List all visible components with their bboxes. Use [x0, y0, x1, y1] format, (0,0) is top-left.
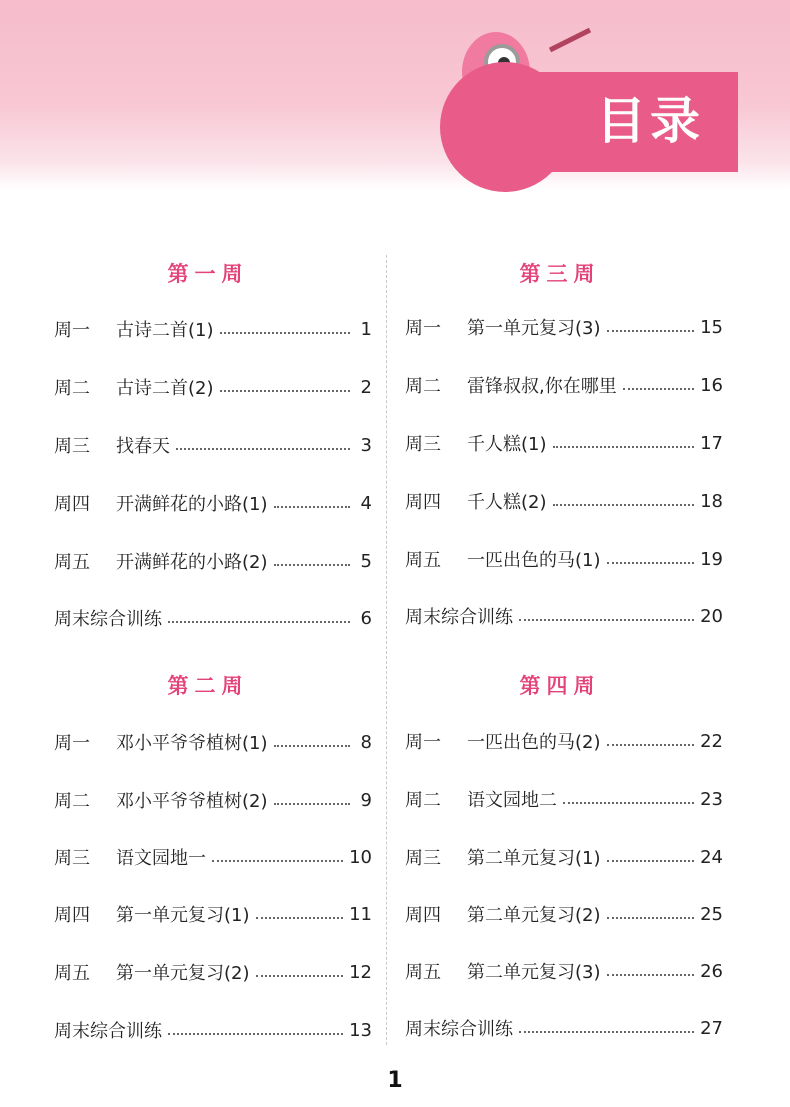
toc-lesson: 周末综合训练	[405, 1019, 513, 1040]
toc-lesson: 千人糕(1)	[467, 434, 547, 455]
toc-lesson: 第二单元复习(3)	[467, 962, 601, 983]
toc-lesson: 古诗二首(1)	[116, 320, 214, 341]
toc-entry[interactable]	[405, 899, 723, 929]
leader-dots	[607, 562, 695, 564]
toc-entry[interactable]	[405, 784, 723, 814]
toc-lesson: 古诗二首(2)	[116, 378, 214, 399]
toc-page: 3	[360, 434, 372, 456]
week-title: 第三周	[519, 262, 601, 286]
toc-page: 10	[349, 846, 372, 868]
toc-lesson: 周末综合训练	[54, 609, 162, 630]
toc-entry[interactable]	[54, 727, 372, 757]
toc-entry[interactable]	[54, 899, 372, 929]
toc-day: 周五	[54, 552, 90, 573]
toc-lesson: 第二单元复习(2)	[467, 905, 601, 926]
toc-day: 周四	[405, 492, 441, 513]
toc-day: 周三	[54, 848, 90, 869]
leader-dots	[623, 388, 694, 390]
toc-day: 周三	[405, 434, 441, 455]
toc-day: 周五	[405, 550, 441, 571]
leader-dots	[607, 330, 695, 332]
leader-dots	[553, 504, 695, 506]
toc-entry[interactable]	[54, 430, 372, 460]
toc-lesson: 一匹出色的马(2)	[467, 732, 601, 753]
toc-entry[interactable]	[54, 1015, 372, 1045]
week-title: 第一周	[167, 262, 249, 286]
toc-entry[interactable]	[405, 842, 723, 872]
toc-lesson: 第一单元复习(1)	[116, 905, 250, 926]
toc-day: 周三	[54, 436, 90, 457]
toc-page: 16	[700, 374, 723, 396]
toc-day: 周四	[405, 905, 441, 926]
leader-dots	[274, 745, 351, 747]
toc-entry[interactable]	[405, 370, 723, 400]
leader-dots	[212, 860, 343, 862]
week-title: 第四周	[519, 674, 601, 698]
toc-day: 周四	[54, 905, 90, 926]
toc-page: 6	[360, 607, 372, 629]
leader-dots	[220, 390, 351, 392]
toc-page: 25	[700, 903, 723, 925]
toc-entry[interactable]	[54, 603, 372, 633]
leader-dots	[563, 802, 694, 804]
toc-lesson: 一匹出色的马(1)	[467, 550, 601, 571]
toc-lesson: 第一单元复习(3)	[467, 318, 601, 339]
toc-page: 24	[700, 846, 723, 868]
toc-day: 周四	[54, 494, 90, 515]
leader-dots	[256, 975, 344, 977]
toc-day: 周五	[405, 962, 441, 983]
toc-entry[interactable]	[405, 601, 723, 631]
toc-page: 12	[349, 961, 372, 983]
toc-entry[interactable]	[405, 428, 723, 458]
toc-day: 周一	[405, 318, 441, 339]
leader-dots	[256, 917, 344, 919]
toc-entry[interactable]	[54, 785, 372, 815]
leader-dots	[274, 506, 351, 508]
toc-entry[interactable]	[54, 488, 372, 518]
toc-page: 26	[700, 960, 723, 982]
toc-entry[interactable]	[54, 546, 372, 576]
leader-dots	[519, 1031, 694, 1033]
toc-page: 18	[700, 490, 723, 512]
toc-lesson: 邓小平爷爷植树(2)	[116, 791, 268, 812]
toc-page: 5	[360, 550, 372, 572]
toc-lesson: 雷锋叔叔,你在哪里	[467, 376, 617, 397]
page-number: 1	[387, 1068, 403, 1093]
leader-dots	[553, 446, 695, 448]
toc-lesson: 语文园地二	[467, 790, 557, 811]
toc-entry[interactable]	[405, 1013, 723, 1043]
leader-dots	[519, 619, 694, 621]
toc-page: 27	[700, 1017, 723, 1039]
toc-lesson: 邓小平爷爷植树(1)	[116, 733, 268, 754]
toc-page: 20	[700, 605, 723, 627]
column-divider	[386, 255, 387, 1045]
toc-entry[interactable]	[405, 544, 723, 574]
toc-day: 周一	[54, 320, 90, 341]
toc-page: 13	[349, 1019, 372, 1041]
leader-dots	[220, 332, 351, 334]
toc-day: 周一	[54, 733, 90, 754]
toc-page: 2	[360, 376, 372, 398]
toc-lesson: 第一单元复习(2)	[116, 963, 250, 984]
toc-page: 15	[700, 316, 723, 338]
leader-dots	[274, 803, 351, 805]
toc-page: 8	[360, 731, 372, 753]
toc-lesson: 开满鲜花的小路(2)	[116, 552, 268, 573]
leader-dots	[607, 860, 695, 862]
toc-page: 11	[349, 903, 372, 925]
toc-entry[interactable]	[54, 842, 372, 872]
toc-page: 23	[700, 788, 723, 810]
toc-lesson: 周末综合训练	[54, 1021, 162, 1042]
toc-page: 1	[360, 318, 372, 340]
toc-page: 4	[360, 492, 372, 514]
leader-dots	[168, 1033, 343, 1035]
leader-dots	[607, 974, 695, 976]
leader-dots	[607, 917, 695, 919]
toc-day: 周二	[405, 790, 441, 811]
toc-entry[interactable]	[54, 314, 372, 344]
leader-dots	[607, 744, 695, 746]
toc-lesson: 语文园地一	[116, 848, 206, 869]
week-title: 第二周	[167, 674, 249, 698]
toc-page: 17	[700, 432, 723, 454]
toc-entry[interactable]	[405, 726, 723, 756]
toc-day: 周三	[405, 848, 441, 869]
toc-entry[interactable]	[54, 372, 372, 402]
leader-dots	[168, 621, 350, 623]
toc-lesson: 找春天	[116, 436, 170, 457]
leader-dots	[274, 564, 351, 566]
toc-day: 周一	[405, 732, 441, 753]
toc-page: 22	[700, 730, 723, 752]
toc-page: 19	[700, 548, 723, 570]
toc-page: 9	[360, 789, 372, 811]
toc-entry[interactable]	[405, 312, 723, 342]
toc-lesson: 周末综合训练	[405, 607, 513, 628]
toc-entry[interactable]	[54, 957, 372, 987]
leader-dots	[176, 448, 350, 450]
toc-lesson: 第二单元复习(1)	[467, 848, 601, 869]
toc-day: 周二	[405, 376, 441, 397]
toc-entry[interactable]	[405, 486, 723, 516]
toc-lesson: 千人糕(2)	[467, 492, 547, 513]
toc-entry[interactable]	[405, 956, 723, 986]
toc-day: 周二	[54, 791, 90, 812]
toc-day: 周五	[54, 963, 90, 984]
toc-lesson: 开满鲜花的小路(1)	[116, 494, 268, 515]
toc-day: 周二	[54, 378, 90, 399]
page-title: 目录	[596, 92, 704, 150]
